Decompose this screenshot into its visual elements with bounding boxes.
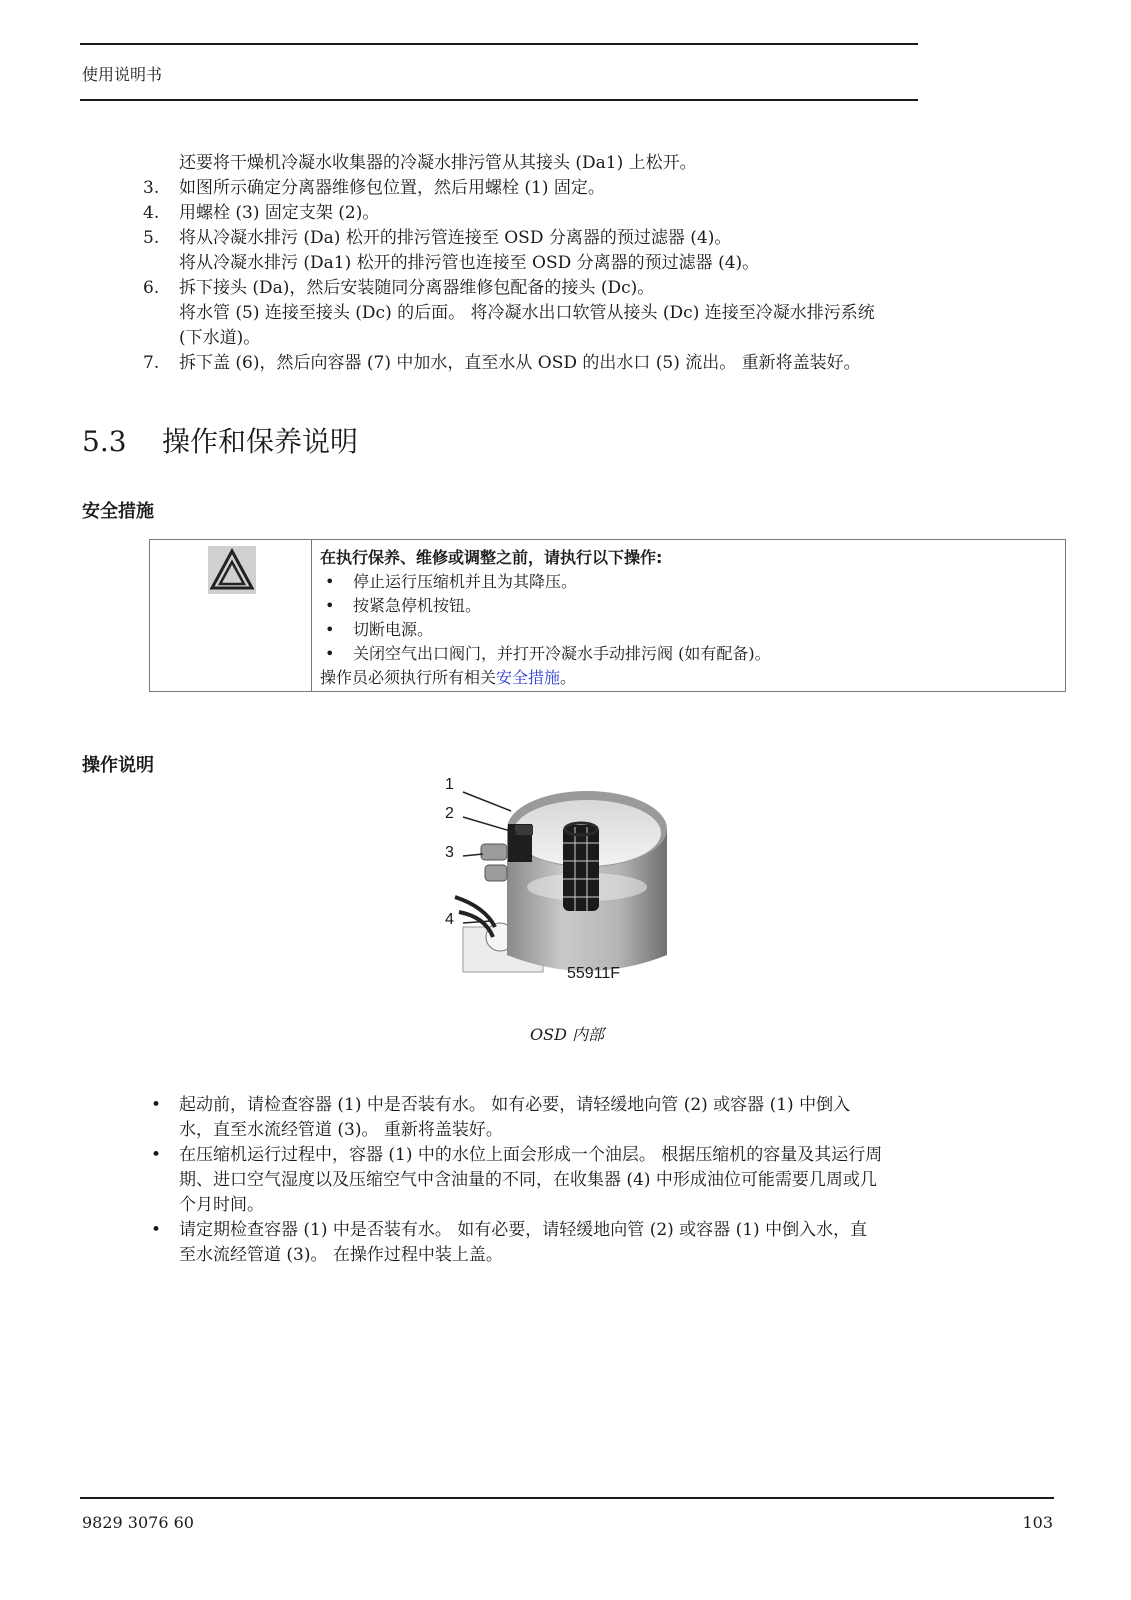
step-continued-line: 还要将干燥机冷凝水收集器的冷凝水排污管从其接头 (Da1) 上松开。 [179,153,697,173]
safety-item [320,594,771,618]
safety-item-text: 切断电源。 [353,620,434,639]
section-number: 5.3 [82,425,127,458]
safety-heading: 安全措施 [82,501,154,522]
step-number: 6. [143,278,160,298]
operation-bullet-text: 请定期检查容器 (1) 中是否装有水。 如有必要，请轻缓地向管 (2) 或容器 (1) 中倒入水，直 [179,1220,868,1240]
safety-note-suffix: 。 [560,668,577,687]
operation-bullet-text: 起动前，请检查容器 (1) 中是否装有水。 如有必要，请轻缓地向管 (2) 或容器 (1) 中倒入 [179,1095,851,1115]
step-text: (下水道)。 [179,328,261,348]
figure-label-2: 2 [445,805,454,822]
operation-bullet-text: 个月时间。 [179,1195,264,1215]
safety-content [320,546,771,690]
step-number: 5. [143,228,160,248]
safety-note [320,666,771,690]
step-text: 将从冷凝水排污 (Da1) 松开的排污管也连接至 OSD 分离器的预过滤器 (4)。 [179,253,760,273]
osd-photo [445,787,685,997]
step-text: 将水管 (5) 连接至接头 (Dc) 的后面。 将冷凝水出口软管从接头 (Dc) 连接至冷凝水排污系统 [179,303,875,323]
step-number: 4. [143,203,160,223]
safety-item-text: 按紧急停机按钮。 [353,596,482,615]
step-text: 拆下盖 (6)，然后向容器 (7) 中加水，直至水从 OSD 的出水口 (5) 流出。 重新将盖装好。 [179,353,861,373]
bullet-dot: • [151,1095,162,1115]
safety-item [320,618,771,642]
section-title-text: 操作和保养说明 [162,425,359,458]
safety-note-prefix: 操作员必须执行所有相关 [320,668,497,687]
safety-item-text: 停止运行压缩机并且为其降压。 [353,572,578,591]
bullet-dot: • [151,1220,162,1240]
safety-item-text: 关闭空气出口阀门，并打开冷凝水手动排污阀 (如有配备)。 [353,644,771,663]
section-title [82,420,358,460]
safety-icon-cell [150,540,312,691]
operation-bullet-text: 期、进口空气湿度以及压缩空气中含油量的不同，在收集器 (4) 中形成油位可能需要几周或几 [179,1170,877,1190]
bullet-dot: • [325,572,335,591]
figure-label-3: 3 [445,844,454,861]
safety-precautions-link[interactable]: 安全措施 [496,668,561,687]
figure-label-1: 1 [445,776,454,793]
bullet-dot: • [151,1145,162,1165]
operation-bullet-text: 在压缩机运行过程中，容器 (1) 中的水位上面会形成一个油层。 根据压缩机的容量及其运行周 [179,1145,883,1165]
step-number: 7. [143,353,160,373]
safety-table [149,539,1066,692]
figure-label-4: 4 [445,911,454,928]
step-text: 将从冷凝水排污 (Da) 松开的排污管连接至 OSD 分离器的预过滤器 (4)。 [179,228,732,248]
figure-code: 55911F [567,965,621,982]
header-title: 使用说明书 [82,65,163,84]
step-text: 如图所示确定分离器维修包位置，然后用螺栓 (1) 固定。 [179,178,605,198]
footer-page-number: 103 [1022,1513,1053,1532]
bullet-dot: • [325,644,335,663]
step-text: 用螺栓 (3) 固定支架 (2)。 [179,203,380,223]
footer-rule [80,1497,1054,1499]
warning-triangle-icon [208,546,256,594]
safety-item [320,642,771,666]
operation-bullet-text: 至水流经管道 (3)。 在操作过程中装上盖。 [179,1245,503,1265]
figure-caption: OSD 内部 [530,1025,604,1044]
step-number: 3. [143,178,160,198]
footer-doc-number: 9829 3076 60 [82,1513,194,1532]
operation-heading: 操作说明 [82,755,154,776]
operation-bullet-text: 水，直至水流经管道 (3)。 重新将盖装好。 [179,1120,503,1140]
header-top-rule [80,43,918,45]
safety-item [320,570,771,594]
osd-figure [445,776,685,997]
safety-table-heading: 在执行保养、维修或调整之前，请执行以下操作: [320,548,663,567]
step-text: 拆下接头 (Da)，然后安装随同分离器维修包配备的接头 (Dc)。 [179,278,655,298]
bullet-dot: • [325,596,335,615]
bullet-dot: • [325,620,335,639]
header-bottom-rule [80,99,918,101]
